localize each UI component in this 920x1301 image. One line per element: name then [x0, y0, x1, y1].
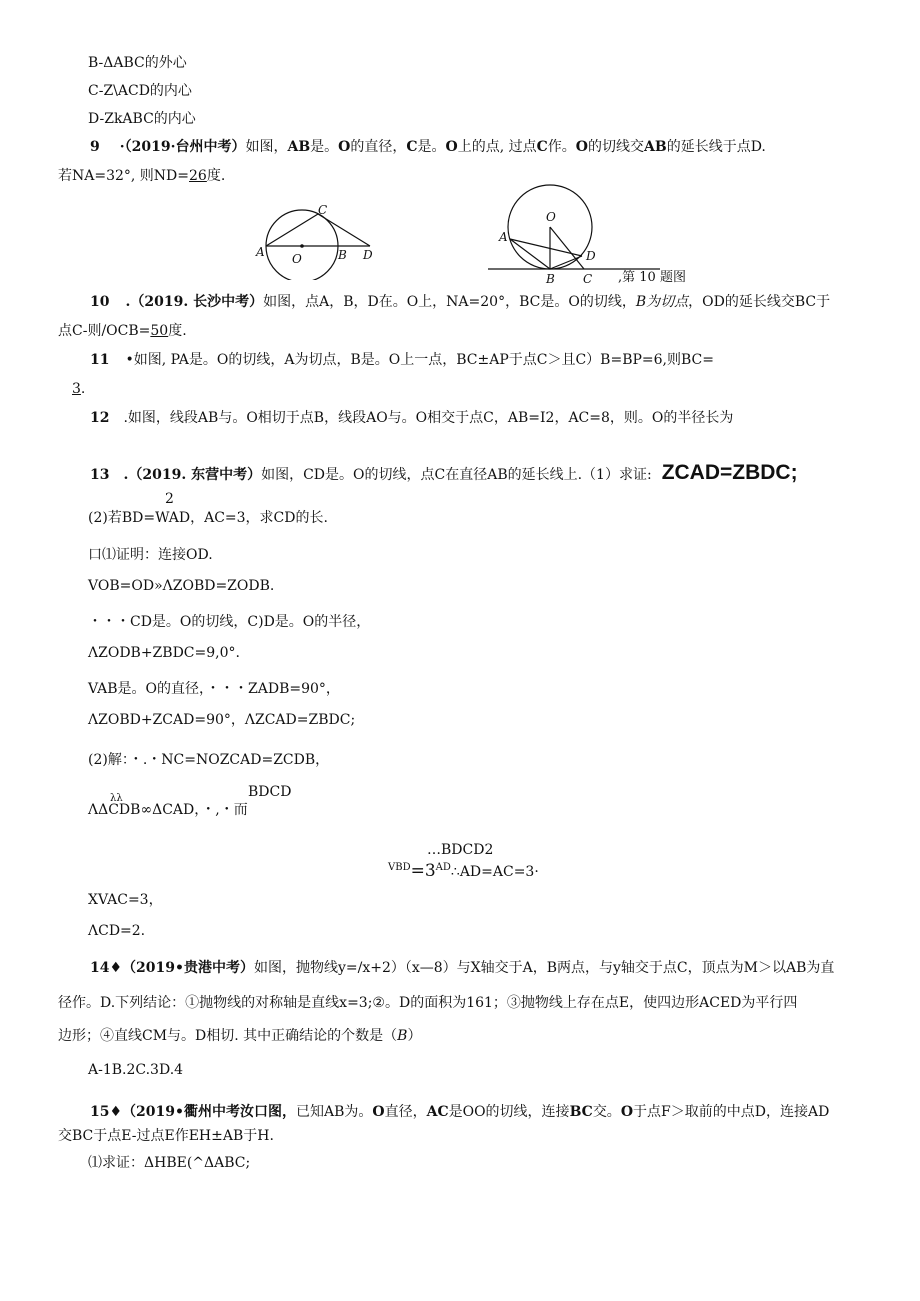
- label-o: O: [292, 252, 302, 266]
- q9-line1: [90, 138, 766, 156]
- q10-text: 点C-则/OCB=: [58, 323, 151, 339]
- solution-line-1: 口⑴证明：连接OD.: [88, 547, 213, 563]
- q15-term: O: [372, 1104, 385, 1120]
- q9-term: O: [338, 139, 351, 155]
- q15-line2: 交BC于点E-过点E作EH±AB于H.: [58, 1128, 274, 1144]
- q10-line1: [90, 293, 830, 311]
- q13-source: .（2019. 东营中考）: [123, 467, 262, 483]
- q12-line1: [90, 409, 733, 427]
- q14-options: A-1B.2C.3D.4: [88, 1062, 184, 1078]
- q15-number: 15♦: [90, 1104, 123, 1120]
- q9-text: 上的点, 过点: [457, 139, 537, 155]
- option-d: D-ZkABC的内心: [88, 111, 196, 127]
- label-c: C: [318, 203, 328, 217]
- q15-term: O: [620, 1104, 634, 1120]
- q9-term: AB: [287, 139, 311, 155]
- figure-line-bd: [550, 256, 582, 269]
- q14-line3: [58, 1027, 421, 1045]
- solution-line-8-sup: λλ: [110, 793, 123, 804]
- q9-term: O: [445, 139, 458, 155]
- q14-answer: B: [397, 1028, 408, 1044]
- solution-line-8: ΛΔCDB∞ΔCAD，・,・而: [88, 802, 248, 818]
- solution-centered-top: …BDCD2: [427, 842, 494, 858]
- q13-line1: [90, 462, 798, 486]
- q15-text: 交。: [592, 1104, 621, 1120]
- q9-text: 度.: [206, 168, 226, 184]
- q9-term: C: [406, 139, 418, 155]
- q15-text: 直径，: [384, 1104, 427, 1120]
- q14-line1: [90, 959, 834, 977]
- q15-line3: ⑴求证：ΔHBE(^ΔABC;: [88, 1155, 251, 1171]
- figure-center-point: [300, 244, 304, 248]
- q9-text: 的切线交: [588, 139, 644, 155]
- q10-source: .（2019. 长沙中考）: [125, 294, 264, 310]
- label-b: B: [338, 248, 347, 262]
- q10-line2: [58, 322, 187, 340]
- figure-q9: [250, 200, 390, 280]
- q11-line1: [90, 351, 714, 369]
- solution-term: VBD: [388, 862, 411, 873]
- q10-answer: 50: [150, 323, 169, 339]
- q13-fraction-numerator: 2: [165, 491, 174, 507]
- q14-source: （2019•贵港中考）: [122, 960, 254, 976]
- label-o: O: [546, 210, 556, 224]
- q15-text: 于点F＞取前的中点D，连接AD: [633, 1104, 830, 1120]
- q9-line2: [58, 167, 225, 185]
- label-d: D: [586, 249, 596, 263]
- label-a: A: [499, 230, 508, 244]
- q11-text: •如图, PA是。O的切线，A为切点，B是。O上一点，BC±AP于点C＞且C）B=BP=6,则BC=: [125, 352, 714, 368]
- q14-text: ）: [407, 1028, 422, 1044]
- figure-q10: [480, 183, 740, 283]
- q10-text: ，OD的延长线交BC于: [688, 294, 831, 310]
- q11-answer: 3: [72, 381, 81, 397]
- q13-proof-statement: ZCAD=ZBDC;: [661, 461, 798, 484]
- q9-term: C: [536, 139, 548, 155]
- label-a: A: [256, 245, 265, 259]
- q13-text: 如图，CD是。O的切线，点C在直径AB的延长线上.（1）求证:: [261, 467, 652, 483]
- q9-source: ·（2019·台州中考）: [119, 139, 246, 155]
- label-b: B: [546, 272, 555, 283]
- q9-term: AB: [644, 139, 667, 155]
- solution-line-11: ΛCD=2.: [88, 923, 146, 939]
- q15-term: BC: [569, 1104, 593, 1120]
- q9-text: 是。: [417, 139, 446, 155]
- figure-line-cd: [318, 214, 370, 246]
- q9-text: 若NA=32°, 则ND=: [58, 168, 190, 184]
- q14-line2: 径作。D.下列结论：①抛物线的对称轴是直线x=3;②。D的面积为161；③抛物线上存在点E，使四边形ACED为平行四: [58, 995, 798, 1011]
- q13-line2: (2)若BD=WAD，AC=3，求CD的长.: [88, 510, 328, 526]
- q12-number: 12: [90, 410, 110, 426]
- solution-line-4: ΛZODB+ZBDC=9,0°.: [88, 645, 240, 661]
- q9-text: 是。: [310, 139, 339, 155]
- q15-line1: [90, 1103, 829, 1121]
- solution-line-10: XVAC=3，: [88, 892, 163, 908]
- q10-text: 如图，点A，B，D在。O上，NA=20°，BC是。O的切线，: [263, 294, 636, 310]
- option-b: B-ΔABC的外心: [88, 55, 187, 71]
- q14-text: 边形；④直线CM与。D相切. 其中正确结论的个数是（: [58, 1028, 398, 1044]
- q9-text: 如图，: [245, 139, 288, 155]
- solution-term: AD: [435, 862, 451, 873]
- q9-answer: 26: [189, 168, 207, 184]
- solution-line-5: VAB是。O的直径，・・・ZADB=90°，: [88, 681, 340, 697]
- q9-term: O: [575, 139, 588, 155]
- solution-centered-bottom: [388, 858, 539, 882]
- figure-line-ac: [266, 214, 318, 246]
- option-c: C-Z\ACD的内心: [88, 83, 192, 99]
- q9-text: 的直径，: [350, 139, 407, 155]
- q12-text: .如图，线段AB与。O相切于点B，线段AO与。O相交于点C，AB=I2，AC=8，则。O的半径长为: [123, 410, 734, 426]
- label-c: C: [583, 272, 593, 283]
- solution-term: ∴AD=AC=3·: [450, 864, 539, 880]
- q9-number: 9: [90, 139, 100, 155]
- q11-number: 11: [90, 352, 110, 368]
- solution-term: =3: [410, 861, 436, 881]
- solution-line-2: VOB=OD»ΛZOBD=ZODB.: [88, 578, 275, 594]
- q10-text: 度.: [168, 323, 187, 339]
- label-d: D: [363, 248, 373, 262]
- q10-number: 10: [90, 294, 110, 310]
- q14-text: 如图，抛物线y=/x+2）（x—8）与X轴交于A，B两点，与y轴交于点C，顶点为M＞以AB为直: [253, 960, 835, 976]
- q9-text: 作。: [547, 139, 576, 155]
- solution-line-6: ΛZOBD+ZCAD=90°，ΛZCAD=ZBDC;: [88, 712, 356, 728]
- q10-text: B为切点: [635, 294, 689, 310]
- q14-number: 14♦: [90, 960, 123, 976]
- q15-source: （2019•衢州中考汝口图，: [122, 1104, 296, 1120]
- q15-text: 已知AB为。: [295, 1104, 373, 1120]
- figure-caption: ,第 10 题图: [618, 270, 686, 283]
- solution-line-3: ・・・CD是。O的切线，C)D是。O的半径，: [88, 614, 371, 630]
- q9-text: 的延长线于点D.: [666, 139, 766, 155]
- q15-term: AC: [426, 1104, 449, 1120]
- q11-line2: [72, 380, 85, 398]
- q13-number: 13: [90, 467, 110, 483]
- q15-text: 是OO的切线，连接: [448, 1104, 570, 1120]
- solution-line-8-over: BDCD: [248, 784, 292, 800]
- q11-text: .: [80, 381, 86, 397]
- solution-line-7: (2)解：・.・NC=NOZCAD=ZCDB，: [88, 752, 330, 768]
